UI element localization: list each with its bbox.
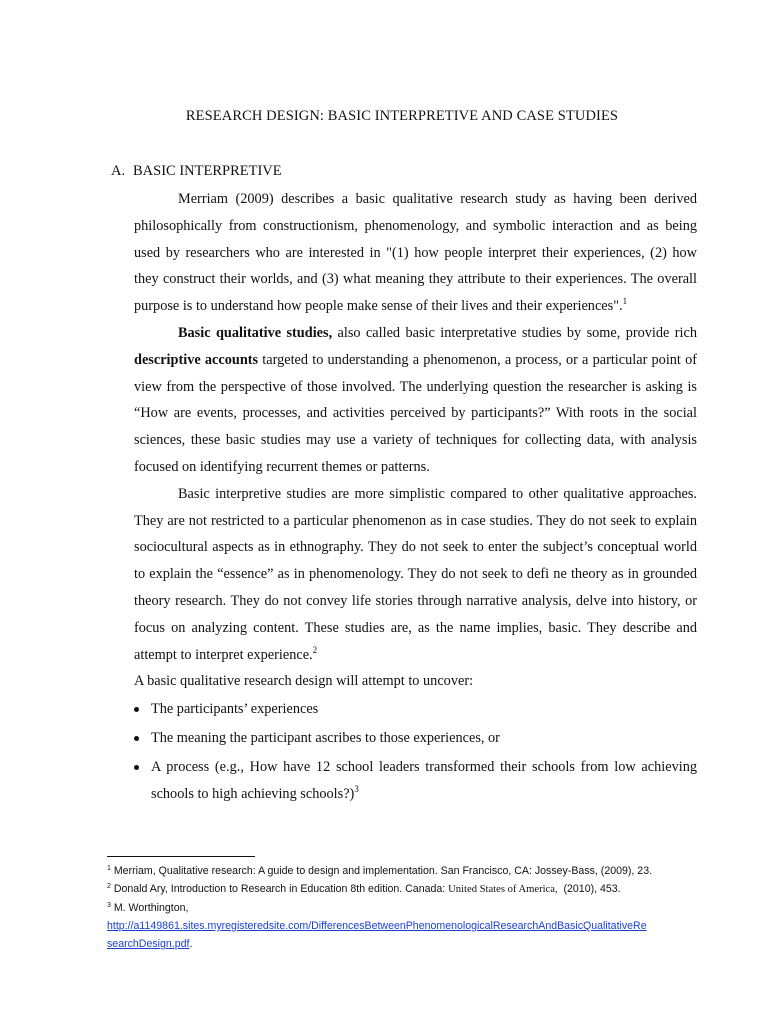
- footnote-link-continued[interactable]: searchDesign.pdf: [107, 938, 190, 950]
- section-heading: [111, 163, 282, 180]
- bullet-dot-icon: [134, 736, 139, 741]
- footnote-link[interactable]: http://a1149861.sites.myregisteredsite.com/DifferencesBetweenPhenomenologicalResearchAndBasicQualitativeRe: [107, 920, 647, 932]
- bullet-dot-icon: [134, 765, 139, 770]
- body-text: [134, 186, 697, 807]
- footnotes: [107, 862, 707, 953]
- footnote-text: Donald Ary, Introduction to Research in Education 8th edition. Canada:: [110, 883, 449, 895]
- bullet-item: [134, 696, 697, 723]
- footnote-year: (2010), 453.: [557, 883, 621, 895]
- footnote-3-link-line: [107, 917, 707, 935]
- bold-term-descriptive-accounts: descriptive accounts: [134, 351, 259, 368]
- footnote-period: .: [189, 938, 193, 950]
- footnote-separator: [107, 856, 255, 857]
- bold-term-basic-qualitative: Basic qualitative studies,: [178, 324, 333, 341]
- footnote-3: [107, 899, 707, 917]
- bullet-item-text: The meaning the participant ascribes to those experiences, or: [151, 729, 500, 746]
- footnote-ref-3: 3: [354, 783, 359, 794]
- footnote-country: United States of America,: [448, 884, 558, 895]
- bullet-dot-icon: [134, 707, 139, 712]
- paragraph-3-text: Basic interpretive studies are more simplistic compared to other qualitative approaches. They are not restricted to a particular phenomenon as in case studies. They do not seek to explain sociocultural aspects as in ethnography. They do not seek to enter the subject’s conceptual world to explain the “essence” as in phenomenology. They do not seek to defi ne theory as in grounded theory research. They do not convey life stories through narrative analysis, delve into history, or focus on analyzing content. These studies are, as the name implies, basic. They describe and attempt to interpret experience.: [134, 485, 697, 663]
- paragraph-2: [134, 320, 697, 481]
- bullet-item: [134, 754, 697, 808]
- footnote-ref-2: 2: [312, 644, 318, 655]
- footnote-3-link-line-2: [107, 935, 707, 953]
- footnote-number: 2: [107, 883, 111, 890]
- footnote-number: 1: [107, 865, 111, 872]
- paragraph-1-text: Merriam (2009) describes a basic qualitative research study as having been derived philosophically from constructionism, phenomenology, and symbolic interaction and as being used by researchers who are interested in "(1) how people interpret their experiences, (2) how they construct their worlds, and (3) what meaning they attribute to their experiences. The overall purpose is to understand how people make sense of their lives and their experiences".: [134, 191, 697, 315]
- footnote-1: [107, 862, 707, 880]
- footnote-ref-1: 1: [622, 296, 628, 307]
- paragraph-2-text-1: also called basic interpretative studies by some, provide rich: [332, 324, 698, 341]
- paragraph-2-text-2: targeted to understanding a phenomenon, a process, or a particular point of view from the perspective of those involved. The underlying question the researcher is asking is “How are events, processes, and activities perceived by participants?” With roots in the social sciences, these basic studies may use a variety of techniques for collecting data, with analysis focused on identifying recurrent themes or patterns.: [134, 351, 697, 475]
- paragraph-3: [134, 481, 697, 669]
- footnote-text: M. Worthington,: [110, 902, 189, 914]
- bullet-list: [134, 696, 697, 807]
- footnote-text: Merriam, Qualitative research: A guide to design and implementation. San Francisco, CA: Jossey-Bass, (2009), 23.: [110, 865, 653, 877]
- footnote-2: [107, 880, 707, 899]
- document-title: RESEARCH DESIGN: BASIC INTERPRETIVE AND CASE STUDIES: [185, 108, 619, 124]
- section-letter: A.: [111, 163, 126, 179]
- section-title: BASIC INTERPRETIVE: [133, 163, 282, 179]
- footnote-number: 3: [107, 902, 111, 909]
- paragraph-4: A basic qualitative research design will attempt to uncover:: [134, 673, 474, 690]
- bullet-item-text: The participants’ experiences: [151, 701, 319, 718]
- paragraph-1: [134, 186, 697, 320]
- bullet-item: [134, 725, 697, 752]
- bullet-item-text: A process (e.g., How have 12 school leaders transformed their schools from low achieving schools to high achieving schools?): [151, 758, 697, 802]
